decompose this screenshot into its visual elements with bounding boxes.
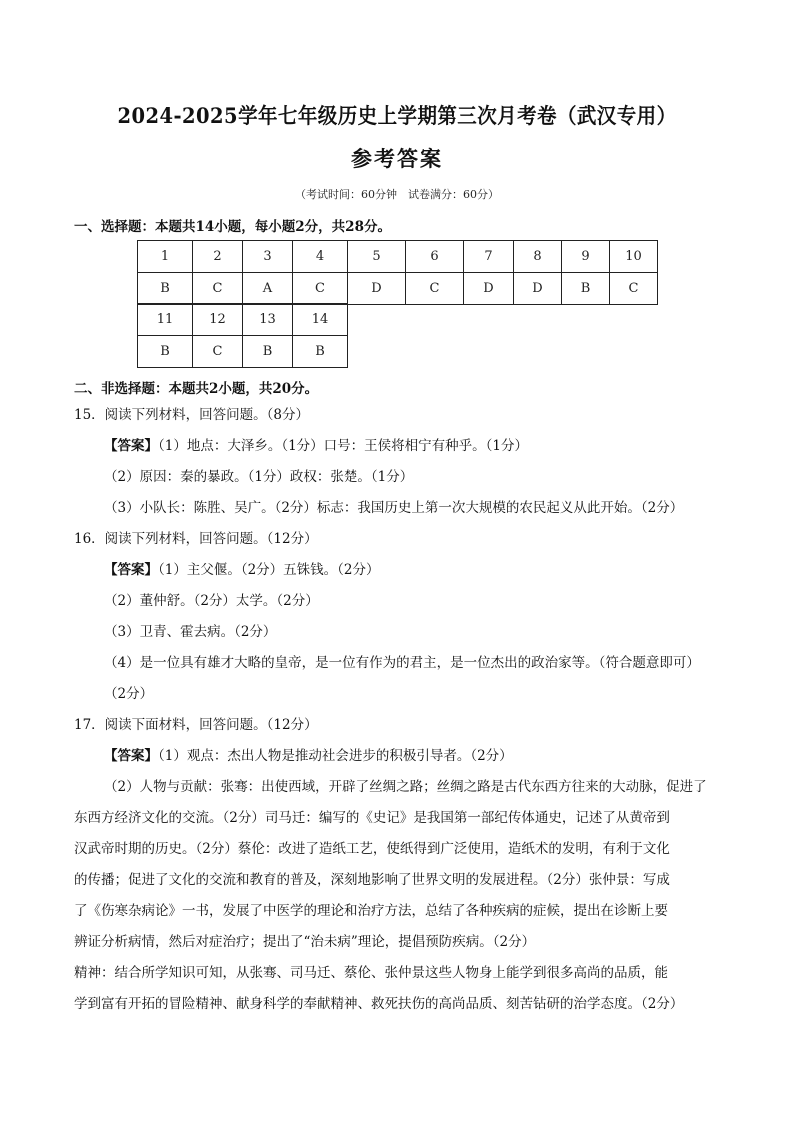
question-16-answer-line-2: （2）董仲舒。（2分）太学。（2分） — [104, 593, 319, 609]
page-subtitle: 参考答案 — [351, 146, 443, 171]
table-cell-number: 8 — [514, 241, 562, 273]
answer-text: （1）地点：大泽乡。（1分）口号：王侯将相宁有种乎。（1分） — [158, 438, 529, 454]
table-row-numbers — [138, 241, 658, 273]
question-15-answer-line-2: （2）原因：秦的暴政。（1分）政权：张楚。（1分） — [104, 469, 414, 485]
table-cell-number: 12 — [193, 304, 243, 336]
table-cell-number: 5 — [348, 241, 406, 273]
table-cell-number: 2 — [193, 241, 243, 273]
table-cell-answer: B — [138, 336, 193, 368]
question-16-answer-line-3: （3）卫青、霍去病。（2分） — [104, 624, 277, 640]
table-cell-answer: D — [348, 273, 406, 305]
page-title: 2024-2025学年七年级历史上学期第三次月考卷（武汉专用） — [117, 103, 677, 128]
table-cell-answer: B — [243, 336, 293, 368]
answer-tag: 【答案】 — [104, 748, 158, 764]
table-cell-number: 13 — [243, 304, 293, 336]
answer-table-row2 — [137, 303, 348, 368]
question-17-answer-line-8: 精神：结合所学知识可知，从张骞、司马迁、蔡伦、张仲景这些人物身上能学到很多高尚的品质，能 — [74, 965, 668, 981]
table-cell-answer: A — [243, 273, 293, 305]
table-row-answers — [138, 336, 348, 368]
table-cell-answer: C — [610, 273, 658, 305]
table-cell-number: 11 — [138, 304, 193, 336]
table-cell-answer: C — [193, 336, 243, 368]
question-17-answer-line-9: 学到富有开拓的冒险精神、献身科学的奉献精神、救死扶伤的高尚品质、刻苦钻研的治学态度。（2分） — [74, 996, 684, 1012]
question-15-title: 15．阅读下列材料，回答问题。（8分） — [74, 407, 310, 423]
table-cell-answer: B — [293, 336, 348, 368]
question-15-answer-line-1 — [104, 431, 528, 462]
table-cell-number: 7 — [464, 241, 514, 273]
question-17-answer-line-6: 了《伤寒杂病论》一书，发展了中医学的理论和治疗方法，总结了各种疾病的症候，提出在诊断上要 — [74, 903, 668, 919]
table-cell-number: 10 — [610, 241, 658, 273]
question-17-answer-line-4: 汉武帝时期的历史。（2分）蔡伦：改进了造纸工艺，使纸得到广泛使用，造纸术的发明，有利于文化 — [74, 841, 670, 857]
section2-heading: 二、非选择题：本题共2小题，共20分。 — [74, 381, 319, 397]
answer-text: （1）主父偃。（2分）五铢钱。（2分） — [158, 562, 380, 578]
answer-tag: 【答案】 — [104, 438, 158, 454]
table-cell-answer: B — [138, 273, 193, 305]
question-16-answer-line-5: （2分） — [104, 686, 154, 702]
table-cell-answer: B — [562, 273, 610, 305]
table-cell-number: 9 — [562, 241, 610, 273]
question-17-answer-line-3: 东西方经济文化的交流。（2分）司马迁：编写的《史记》是我国第一部纪传体通史，记述了从黄帝到 — [74, 810, 670, 826]
table-cell-answer: D — [514, 273, 562, 305]
question-17-answer-line-7: 辨证分析病情，然后对症治疗；提出了“治未病”理论，提倡预防疾病。（2分） — [74, 934, 536, 950]
answer-tag: 【答案】 — [104, 562, 158, 578]
table-cell-number: 3 — [243, 241, 293, 273]
table-cell-answer: C — [406, 273, 464, 305]
answer-table-row1 — [137, 240, 658, 305]
table-cell-number: 4 — [293, 241, 348, 273]
question-17-answer-line-2: （2）人物与贡献：张骞：出使西域，开辟了丝绸之路；丝绸之路是古代东西方往来的大动脉，促进了 — [104, 779, 707, 795]
table-cell-number: 1 — [138, 241, 193, 273]
table-row-answers — [138, 273, 658, 305]
table-cell-number: 6 — [406, 241, 464, 273]
section1-heading: 一、选择题：本题共14小题，每小题2分，共28分。 — [74, 219, 391, 235]
question-17-title: 17．阅读下面材料，回答问题。（12分） — [74, 717, 318, 733]
answer-text: （1）观点：杰出人物是推动社会进步的积极引导者。（2分） — [158, 748, 513, 764]
table-cell-answer: C — [193, 273, 243, 305]
question-16-title: 16．阅读下列材料，回答问题。（12分） — [74, 531, 318, 547]
table-cell-answer: D — [464, 273, 514, 305]
question-17-answer-line-5: 的传播；促进了文化的交流和教育的普及，深刻地影响了世界文明的发展进程。（2分）张仲景：写成 — [74, 872, 670, 888]
question-16-answer-line-1 — [104, 555, 380, 586]
exam-meta: （考试时间：60分钟 试卷满分：60分） — [295, 188, 499, 201]
question-17-answer-line-1 — [104, 741, 513, 772]
table-cell-answer: C — [293, 273, 348, 305]
table-row-numbers — [138, 304, 348, 336]
question-15-answer-line-3: （3）小队长：陈胜、吴广。（2分）标志：我国历史上第一次大规模的农民起义从此开始。（2分） — [104, 500, 684, 516]
table-cell-number: 14 — [293, 304, 348, 336]
question-16-answer-line-4: （4）是一位具有雄才大略的皇帝，是一位有作为的君主，是一位杰出的政治家等。（符合题意即可） — [104, 655, 700, 671]
